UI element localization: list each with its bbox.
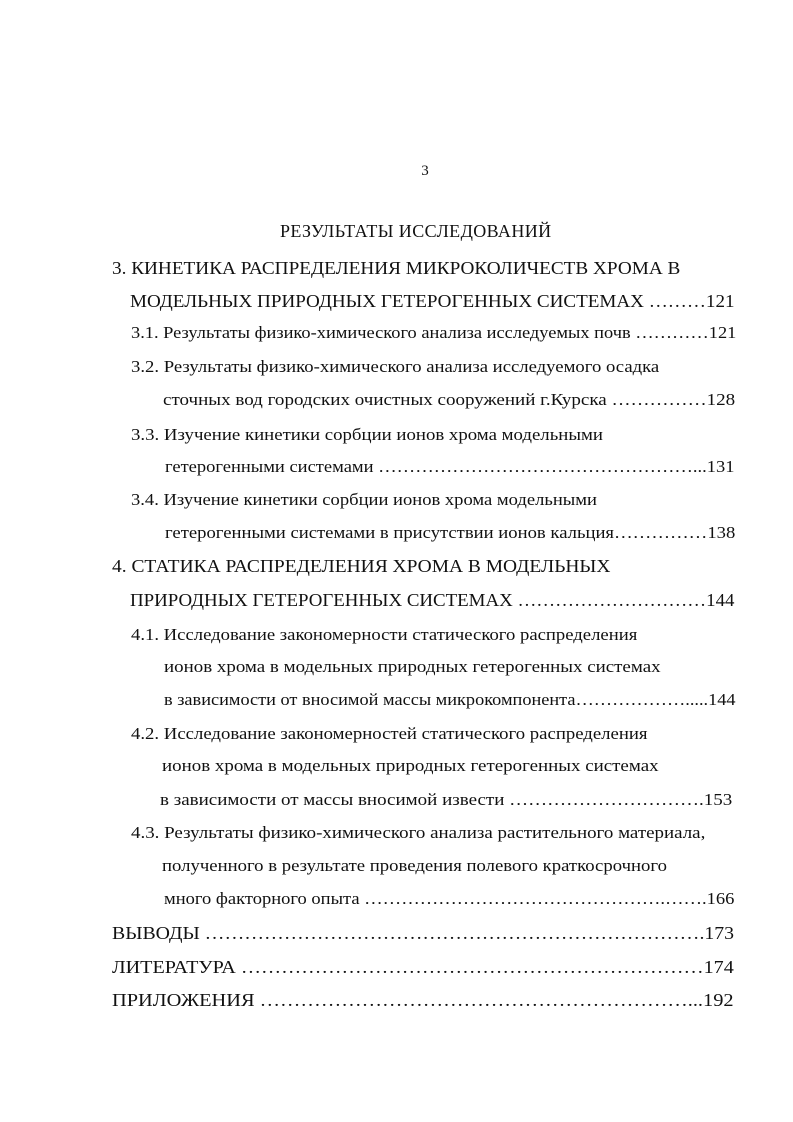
toc-entry-4-1: 4.1. Исследование закономерности статического распределения xyxy=(131,625,638,644)
toc-entry-3-4: 3.4. Изучение кинетики сорбции ионов хрома модельными xyxy=(131,490,597,509)
page-number: 3 xyxy=(421,163,429,179)
toc-entry-3-4-cont: гетерогенными системами в присутствии ионов кальция……………138 xyxy=(165,523,736,542)
toc-chapter-3-title-cont: МОДЕЛЬНЫХ ПРИРОДНЫХ ГЕТЕРОГЕННЫХ СИСТЕМАХ ………121 xyxy=(130,291,735,311)
toc-entry-4-2: 4.2. Исследование закономерностей статического распределения xyxy=(131,724,648,743)
toc-chapter-4-title: 4. СТАТИКА РАСПРЕДЕЛЕНИЯ ХРОМА В МОДЕЛЬНЫХ xyxy=(112,556,611,576)
toc-entry-4-2-cont: ионов хрома в модельных природных гетерогенных системах xyxy=(162,756,659,775)
toc-conclusions: ВЫВОДЫ ………………………………………………………………….173 xyxy=(112,923,735,943)
toc-entry-3-1: 3.1. Результаты физико-химического анализа исследуемых почв …………121 xyxy=(131,323,737,342)
toc-entry-4-3-cont: полученного в результате проведения полевого краткосрочного xyxy=(162,856,667,875)
toc-references: ЛИТЕРАТУРА ……………………………………………………………174 xyxy=(112,957,734,977)
toc-entry-4-2-cont: в зависимости от массы вносимой извести ………………………….153 xyxy=(160,790,733,809)
toc-entry-4-3: 4.3. Результаты физико-химического анализа растительного материала, xyxy=(131,823,706,842)
toc-entry-3-3-cont: гетерогенными системами ……………………………………………...131 xyxy=(165,457,735,476)
toc-entry-4-3-cont: много факторного опыта ………………………………………….…….166 xyxy=(164,889,735,908)
toc-entry-4-1-cont: ионов хрома в модельных природных гетерогенных системах xyxy=(164,657,661,676)
toc-entry-4-1-cont: в зависимости от вносимой массы микрокомпонента……………….....144 xyxy=(164,690,736,709)
toc-entry-3-2-cont: сточных вод городских очистных сооружений г.Курска ……………128 xyxy=(163,390,736,409)
section-heading: РЕЗУЛЬТАТЫ ИССЛЕДОВАНИЙ xyxy=(280,221,552,241)
toc-entry-3-2: 3.2. Результаты физико-химического анализа исследуемого осадка xyxy=(131,357,660,376)
toc-appendices: ПРИЛОЖЕНИЯ ………………………………………………………...192 xyxy=(112,990,734,1010)
toc-chapter-3-title: 3. КИНЕТИКА РАСПРЕДЕЛЕНИЯ МИКРОКОЛИЧЕСТВ ХРОМА В xyxy=(112,258,681,278)
toc-chapter-4-title-cont: ПРИРОДНЫХ ГЕТЕРОГЕННЫХ СИСТЕМАХ …………………………144 xyxy=(130,590,735,610)
toc-entry-3-3: 3.3. Изучение кинетики сорбции ионов хрома модельными xyxy=(131,425,603,444)
